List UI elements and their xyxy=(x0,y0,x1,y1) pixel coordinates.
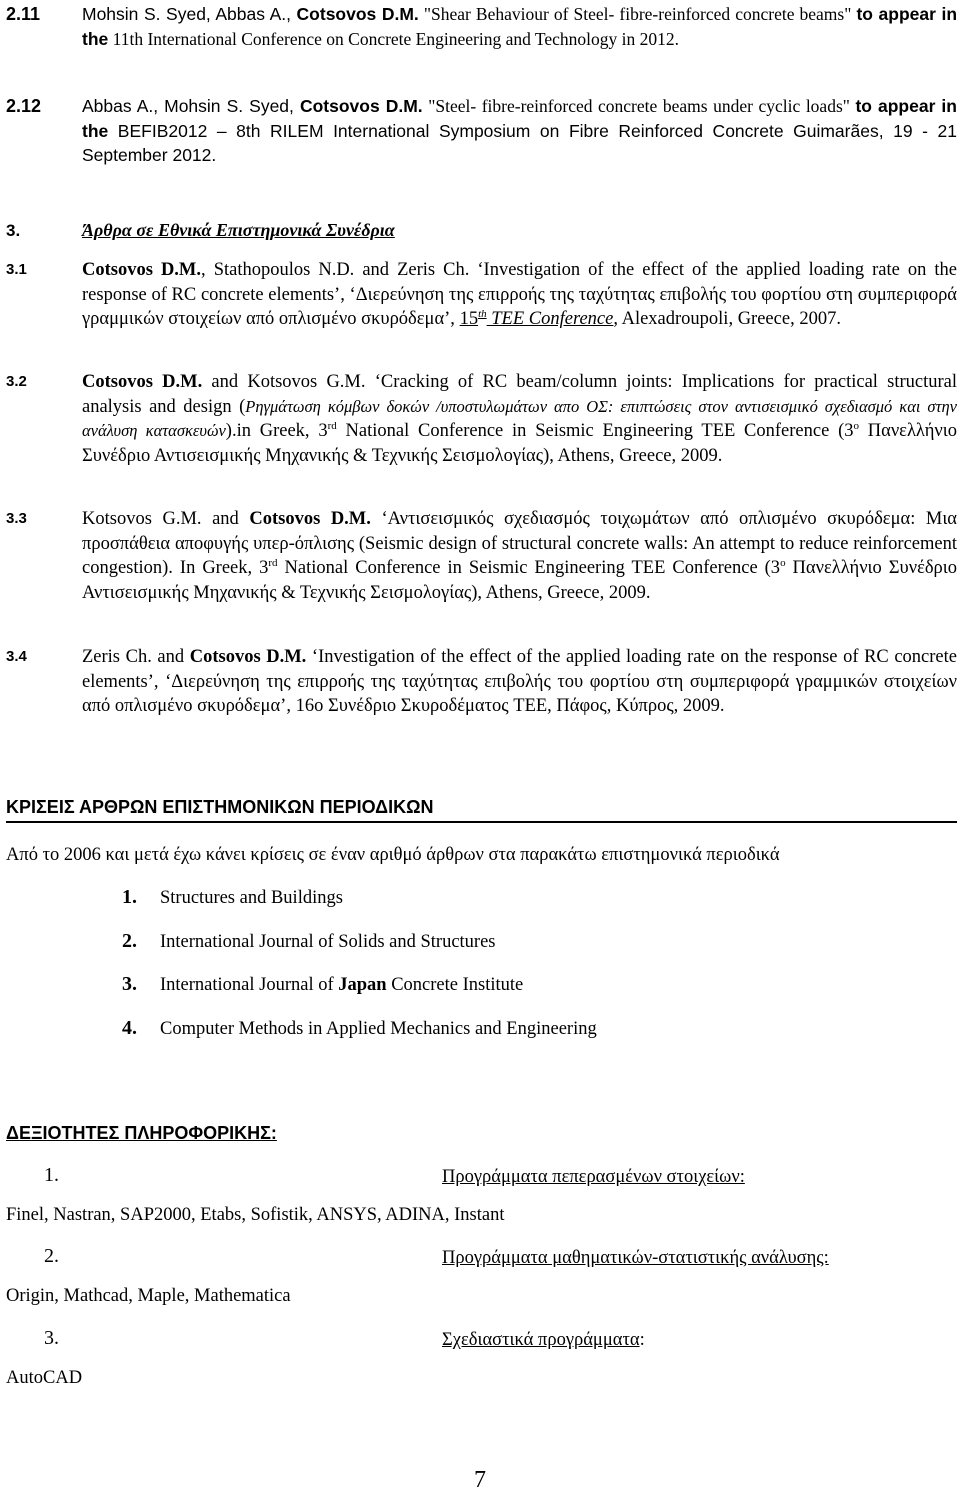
skill-group-number: 3. xyxy=(44,1327,59,1349)
page-number: 7 xyxy=(474,1467,486,1493)
highlighted-author: Cotsovos D.M. xyxy=(189,647,307,667)
publication-entry-2-12 xyxy=(6,94,957,168)
skill-group-category-wrap: Σχεδιαστικά προγράμματα: xyxy=(442,1330,645,1350)
entry-text: Kotsovos G.M. and Cotsovos D.M. ‘Αντισεισμικός σχεδιασμός τοιχωμάτων από οπλισμένο σκυρόδεμα: Μια προσπάθεια αποφυγής υπερ-όπλισης (Seismic design of structural concrete walls: An attempt to reduce reinforcement congestion). In Greek, 3rd National Conference in Seismic Engineering TEE Conference ($3^o$ Πανελλήνιο Συνέδριο Αντισεισμικής Μηχανικής & Τεχνικής Σεισμολογίας), Athens, Greece, 2009. xyxy=(82,509,958,603)
highlighted-author: Cotsovos D.M. xyxy=(299,96,423,116)
highlighted-author: Cotsovos D.M. xyxy=(249,509,371,529)
highlighted-author: Cotsovos D.M. xyxy=(296,4,419,24)
journal-item xyxy=(122,930,496,953)
entry-number: 2.12 xyxy=(6,96,42,116)
journal-name: Structures and Buildings xyxy=(160,888,343,908)
skill-group-category: Προγράμματα πεπερασμένων στοιχείων: xyxy=(442,1167,745,1187)
journal-name: Computer Methods in Applied Mechanics and Engineering xyxy=(160,1019,597,1039)
entry-text: Abbas A., Mohsin S. Syed, Cotsovos D.M. "Steel- fibre-reinforced concrete beams under cyclic loads" to appear in the BEFIB2012 – 8th RILEM International Symposium on Fibre Reinforced Concrete Guimarães, 19 - 21 September 2012. xyxy=(82,96,957,165)
entry-text: Cotsovos D.M. and Kotsovos G.M. ‘Cracking of RC beam/column joints: Implications for practical structural analysis and design (Ρηγμάτωση κόμβων δοκών /υποστυλωμάτων απο ΟΣ: επιπτώσεις στον αντισεισμικό σχεδιασμό και στην ανάλυση κατασκευών).in Greek, 3rd National Conference in Seismic Engineering TEE Conference ($3^o$ Πανελλήνιο Συνέδριο Αντισεισμικής Μηχανικής & Τεχνικής Σεισμολογίας), Athens, Greece, 2009. xyxy=(82,372,958,466)
entry-text: Cotsovos D.M., Stathopoulos N.D. and Zeris Ch. ‘Investigation of the effect of the applied loading rate on the response of RC concrete elements’, ‘Διερεύνηση της επιρροής της ταχύτητας επιβολής του φορτίου στη συμπεριφορά γραμμικών στοιχείων από οπλισμένο σκυρόδεμα’, 15th TEE Conference, Alexadroupoli, Greece, 2007. xyxy=(82,260,957,329)
skill-group-tools: Finel, Nastran, SAP2000, Etabs, Sofistik, ANSYS, ADINA, Instant xyxy=(6,1205,505,1225)
entry-number: 3.4 xyxy=(6,648,27,665)
section-number: 3. xyxy=(6,221,21,240)
entry-number: 3.1 xyxy=(6,261,27,278)
journal-name: International Journal of Japan Concrete Institute xyxy=(160,975,524,995)
skill-group-category: Προγράμματα μαθηματικών-στατιστικής ανάλυσης: xyxy=(442,1248,829,1268)
highlighted-author: Cotsovos D.M. xyxy=(82,372,203,392)
section-heading-it-skills: ΔΕΞΙΟΤΗΤΕΣ ΠΛΗΡΟΦΟΡΙΚΗΣ: xyxy=(6,1123,277,1143)
entry-text: Zeris Ch. and Cotsovos D.M. ‘Investigation of the effect of the applied loading rate on the response of RC concrete elements’, ‘Διερεύνηση της επιρροής της ταχύτητας επιβολής του φορτίου στη συμπεριφορά γραμμικών στοιχείων από οπλισμένο σκυρόδεμα’, 16ο Συνέδριο Σκυροδέματος TEE, Πάφος, Κύπρος, 2009. xyxy=(82,647,957,716)
journal-number: 1. xyxy=(122,886,137,908)
section-heading-reviews: ΚΡΙΣΕΙΣ ΑΡΘΡΩΝ ΕΠΙΣΤΗΜΟΝΙΚΩΝ ΠΕΡΙΟΔΙΚΩΝ xyxy=(6,797,957,823)
journal-item xyxy=(122,886,343,909)
skill-group-tools: AutoCAD xyxy=(6,1368,83,1388)
journal-number: 3. xyxy=(122,973,137,995)
reviews-intro: Από το 2006 και μετά έχω κάνει κρίσεις σε έναν αριθμό άρθρων στα παρακάτω επιστημονικά περιοδικά xyxy=(6,845,780,865)
publication-entry-2-11 xyxy=(6,2,957,51)
journal-number: 2. xyxy=(122,930,137,952)
skill-group-tools: Origin, Mathcad, Maple, Mathematica xyxy=(6,1286,291,1306)
skill-group-number: 2. xyxy=(44,1245,59,1267)
journal-item xyxy=(122,1017,597,1040)
publication-entry-3-4 xyxy=(6,645,957,719)
entry-number: 2.11 xyxy=(6,4,41,24)
journal-name: International Journal of Solids and Structures xyxy=(160,932,496,952)
journal-number: 4. xyxy=(122,1017,137,1039)
publication-entry-3-1 xyxy=(6,258,957,332)
highlighted-author: Cotsovos D.M. xyxy=(82,260,202,280)
section-heading-national-conferences xyxy=(6,220,395,241)
skill-group-number: 1. xyxy=(44,1164,59,1186)
entry-text: Mohsin S. Syed, Abbas A., Cotsovos D.M. "Shear Behaviour of Steel- fibre-reinforced concrete beams" to appear in the 11th International Conference on Concrete Engineering and Technology in 2012. xyxy=(82,4,958,49)
skill-group-category: Σχεδιαστικά προγράμματα xyxy=(442,1330,640,1350)
journal-item xyxy=(122,973,523,996)
entry-number: 3.2 xyxy=(6,373,27,390)
publication-entry-3-3 xyxy=(6,507,957,605)
section-title: Άρθρα σε Εθνικά Επιστημονικά Συνέδρια xyxy=(82,220,395,240)
publication-entry-3-2 xyxy=(6,370,957,468)
entry-number: 3.3 xyxy=(6,510,27,527)
